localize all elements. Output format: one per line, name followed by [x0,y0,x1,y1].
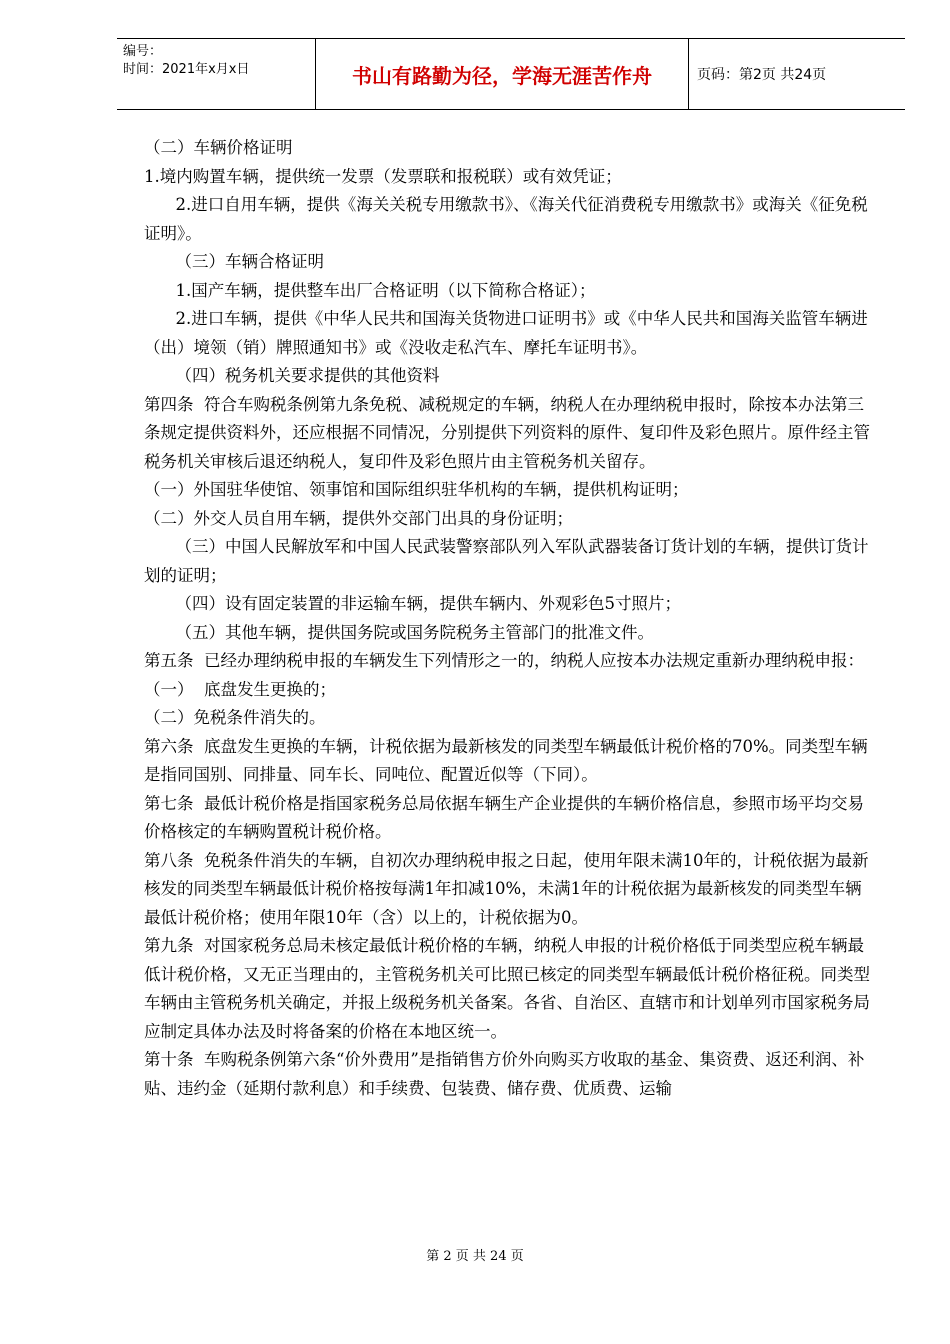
paragraph: （三）中国人民解放军和中国人民武装警察部队列入军队武器装备订货计划的车辆，提供订货计划的证明； [144,537,869,585]
header-motto: 书山有路勤为径，学海无涯苦作舟 [315,39,689,109]
paragraph: 第六条 底盘发生更换的车辆，计税依据为最新核发的同类型车辆最低计税价格的70%。同类型车辆是指同国别、同排量、同车长、同吨位、配置近似等（下同）。 [144,736,868,784]
paragraph: 1.境内购置车辆，提供统一发票（发票联和报税联）或有效凭证； [144,166,622,186]
paragraph: （四）税务机关要求提供的其他资料 [144,366,440,385]
paragraph: （五）其他车辆，提供国务院或国务院税务主管部门的批准文件。 [144,622,654,642]
header-meta [117,39,315,109]
page-footer: 第 2 页 共 24 页 [426,1249,524,1264]
paragraph: （一）外国驻华使馆、领事馆和国际组织驻华机构的车辆，提供机构证明； [144,480,689,499]
paragraph: （二）车辆价格证明 [144,138,293,157]
document-time-label: 时间：2021年x月x日 [123,62,250,77]
document-body [144,134,876,1103]
paragraph: 2.进口自用车辆，提供《海关关税专用缴款书》、《海关代征消费税专用缴款书》或海关《征免税证明》。 [144,195,868,243]
paragraph: （三）车辆合格证明 [144,252,324,271]
paragraph: 第九条 对国家税务总局未核定最低计税价格的车辆，纳税人申报的计税价格低于同类型应税车辆最低计税价格，又无正当理由的，主管税务机关可比照已核定的同类型车辆最低计税价格征税。同类型车辆由主管税务机关确定，并报上级税务机关备案。各省、自治区、直辖市和计划单列市国家税务局应制定具体办法及时将备案的价格在本地区统一。 [144,936,870,1041]
document-number-label: 编号： [123,44,163,59]
paragraph: 第十条 车购税条例第六条“价外费用”是指销售方价外向购买方收取的基金、集资费、返还利润、补贴、违约金（延期付款利息）和手续费、包装费、储存费、优质费、运输 [144,1050,865,1098]
header-page-number: 页码：第2页 共24页 [697,67,827,83]
paragraph: 第八条 免税条件消失的车辆，自初次办理纳税申报之日起，使用年限未满10年的，计税依据为最新核发的同类型车辆最低计税价格按每满1年扣减10%，未满1年的计税依据为最新核发的同类型车辆最低计税价格；使用年限10年（含）以上的，计税依据为0。 [144,850,869,927]
paragraph: 1.国产车辆，提供整车出厂合格证明（以下简称合格证）； [144,280,596,300]
paragraph: （二）外交人员自用车辆，提供外交部门出具的身份证明； [144,508,573,528]
paragraph: （四）设有固定装置的非运输车辆，提供车辆内、外观彩色5寸照片； [144,594,681,613]
page-header [117,38,905,110]
paragraph: 第四条 符合车购税条例第九条免税、减税规定的车辆，纳税人在办理纳税申报时，除按本办法第三条规定提供资料外，还应根据不同情况，分别提供下列资料的原件、复印件及彩色照片。原件经主管税务机关审核后退还纳税人，复印件及彩色照片由主管税务机关留存。 [144,394,870,471]
paragraph: 第七条 最低计税价格是指国家税务总局依据车辆生产企业提供的车辆价格信息，参照市场平均交易价格核定的车辆购置税计税价格。 [144,793,864,841]
paragraph: （一） 底盘发生更换的； [144,679,336,699]
paragraph: 2.进口车辆，提供《中华人民共和国海关货物进口证明书》或《中华人民共和国海关监管车辆进（出）境领（销）牌照通知书》或《没收走私汽车、摩托车证明书》。 [144,309,868,357]
paragraph: 第五条 已经办理纳税申报的车辆发生下列情形之一的，纳税人应按本办法规定重新办理纳税申报： [144,651,864,670]
paragraph: （二）免税条件消失的。 [144,708,326,727]
